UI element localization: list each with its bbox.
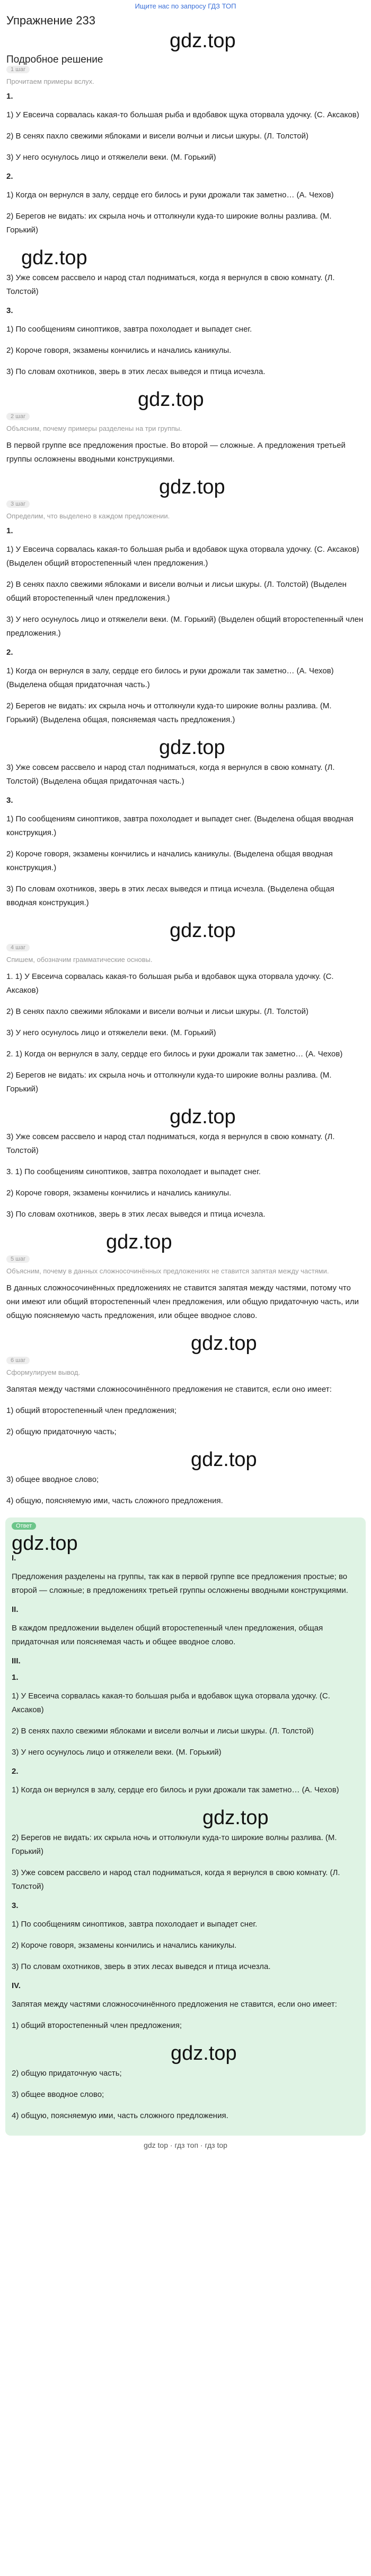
- watermark-text: gdz.top: [171, 2042, 237, 2065]
- text-line: 2) Короче говоря, экзамены кончились и начались каникулы. (Выделена общая вводная конструкция.): [6, 849, 333, 872]
- watermark-row: [12, 1530, 359, 1554]
- text-line: Запятая между частями сложносочинённого предложения не ставится, если оно имеет:: [12, 2000, 337, 2009]
- solution-step: [0, 1357, 371, 1508]
- step-header: [0, 66, 371, 77]
- watermark-text: gdz.top: [170, 920, 236, 942]
- watermark-row: [12, 2040, 359, 2067]
- text-line: 3) У него осунулось лицо и отяжелели веки. (М. Горький): [12, 1748, 222, 1757]
- solution-step: [0, 1255, 371, 1323]
- text-line: 2) Короче говоря, экзамены кончились и начались каникулы.: [6, 1189, 232, 1198]
- watermark-text: gdz.top: [191, 1332, 257, 1355]
- text-line: 3) общее вводное слово;: [12, 2090, 104, 2099]
- group-number: 1.: [12, 1673, 19, 1682]
- text-line: 1) Когда он вернулся в залу, сердце его билось и руки дрожали так заметно… (А. Чехов) (Выделена общая придаточная часть.): [6, 666, 334, 689]
- watermark-row: [0, 474, 371, 500]
- watermark-text: gdz.top: [106, 1231, 172, 1253]
- watermark-text: gdz.top: [159, 476, 225, 498]
- step-chip: 4 шаг: [6, 944, 30, 951]
- text-line: 2) Берегов не видать: их скрыла ночь и оттолкнули куда-то широкие волны разлива. (М. Горький): [12, 1833, 337, 1856]
- step-description: Объясним, почему примеры разделены на три группы.: [6, 424, 182, 432]
- step-chip: 3 шаг: [6, 500, 30, 508]
- group-number: 3.: [6, 796, 13, 805]
- text-line: 1) Когда он вернулся в залу, сердце его билось и руки дрожали так заметно… (А. Чехов): [6, 190, 334, 200]
- text-line: 1) По сообщениям синоптиков, завтра похолодает и выпадет снег. (Выделена общая вводная конструкция.): [6, 814, 354, 837]
- text-line: 1) У Евсеича сорвалась какая-то большая рыба и вдобавок щука оторвала удочку. (С. Аксаков): [6, 110, 359, 119]
- step-chip: 5 шаг: [6, 1255, 30, 1263]
- step-chip: 2 шаг: [6, 413, 30, 420]
- text-line: В каждом предложении выделен общий второстепенный член предложения, общая придаточная или поясняемая часть и общее вводное слово.: [12, 1624, 323, 1646]
- group-number: 2.: [6, 172, 13, 181]
- step-header: [0, 1357, 371, 1368]
- text-line: 3) У него осунулось лицо и отяжелели веки. (М. Горький): [6, 153, 216, 162]
- text-line: 1) общий второстепенный член предложения;: [12, 2021, 182, 2030]
- group-number: 3.: [12, 1901, 19, 1910]
- watermark-text: gdz.top: [159, 736, 225, 759]
- text-line: 1) общий второстепенный член предложения;: [6, 1406, 176, 1415]
- text-line: 2) Берегов не видать: их скрыла ночь и оттолкнули куда-то широкие волны разлива. (М. Горький) (Выделена общая, поясняемая часть предложения.): [6, 701, 332, 724]
- text-line: 2) В сенях пахло свежими яблоками и висели волчьи и лисьи шкуры. (Л. Толстой): [6, 132, 309, 141]
- text-line: 2) В сенях пахло свежими яблоками и висели волчьи и лисьи шкуры. (Л. Толстой) (Выделен общий второстепенный член предложения.): [6, 580, 347, 603]
- group-number: 1.: [6, 526, 13, 535]
- watermark-row: [0, 28, 371, 54]
- watermark-text: gdz.top: [170, 30, 236, 52]
- text-line: 2) общую придаточную часть;: [12, 2069, 122, 2078]
- step-description: Сформулируем вывод.: [6, 1368, 81, 1376]
- text-line: 2) В сенях пахло свежими яблоками и висели волчьи и лисьи шкуры. (Л. Толстой): [6, 1007, 309, 1016]
- text-line: 3) Уже совсем рассвело и народ стал подниматься, когда я вернулся в свою комнату. (Л. Толстой): [6, 273, 335, 296]
- watermark-row: [0, 1446, 371, 1473]
- text-line: 3) По словам охотников, зверь в этих лесах выведся и птица исчезла. (Выделена общая вводная конструкция.): [6, 884, 334, 907]
- text-line: Запятая между частями сложносочинённого предложения не ставится, если оно имеет:: [6, 1385, 332, 1394]
- text-line: В данных сложносочинённых предложениях не ставится запятая между частями, потому что они имеют или общий второстепенный член предложения, или общую придаточную часть, или общую поясняемую часть предложения, или общее вводное слово.: [6, 1283, 359, 1320]
- group-number: 2.: [6, 648, 13, 657]
- watermark-text: gdz.top: [202, 1807, 269, 1829]
- text-line: 3) У него осунулось лицо и отяжелели веки. (М. Горький): [6, 1028, 216, 1037]
- answer-box: [5, 1517, 366, 2136]
- watermark-row: [0, 386, 371, 413]
- step-header: [0, 500, 371, 512]
- text-line: 1) По сообщениям синоптиков, завтра похолодает и выпадет снег.: [12, 1920, 258, 1929]
- solution-step: [0, 500, 371, 910]
- group-number: 2.: [12, 1767, 19, 1776]
- group-number: 1.: [6, 92, 13, 101]
- group-number: III.: [12, 1656, 21, 1666]
- text-line: 2. 1) Когда он вернулся в залу, сердце его билось и руки дрожали так заметно… (А. Чехов): [6, 1050, 343, 1059]
- step-description: Спишем, обозначим грамматические основы.: [6, 956, 153, 964]
- step-chip: 6 шаг: [6, 1357, 30, 1364]
- text-line: 1) Когда он вернулся в залу, сердце его билось и руки дрожали так заметно… (А. Чехов): [12, 1785, 339, 1794]
- text-line: 3. 1) По сообщениям синоптиков, завтра похолодает и выпадет снег.: [6, 1167, 261, 1176]
- text-line: 3) Уже совсем рассвело и народ стал подниматься, когда я вернулся в свою комнату. (Л. Толстой) (Выделена общая придаточная часть.): [6, 763, 335, 786]
- solution-step: [0, 66, 371, 379]
- step-chip: 1 шаг: [6, 66, 30, 73]
- text-line: 1) По сообщениям синоптиков, завтра похолодает и выпадет снег.: [6, 325, 252, 334]
- footer: gdz top · гдз топ · гдз top: [144, 2141, 227, 2149]
- watermark-text: gdz.top: [170, 1106, 236, 1128]
- watermark-row: [0, 1229, 371, 1255]
- watermark-text: gdz.top: [191, 1449, 257, 1471]
- watermark-text: gdz.top: [12, 1532, 78, 1555]
- text-line: 3) По словам охотников, зверь в этих лесах выведся и птица исчезла.: [12, 1962, 271, 1971]
- text-line: 4) общую, поясняемую ими, часть сложного предложения.: [12, 2111, 228, 2120]
- watermark-row: [0, 1104, 371, 1130]
- text-line: 3) общее вводное слово;: [6, 1475, 99, 1484]
- text-line: 3) У него осунулось лицо и отяжелели веки. (М. Горький) (Выделен общий второстепенный член предложения.): [6, 615, 364, 638]
- steps-container: [0, 66, 371, 1508]
- group-number: 3.: [6, 306, 13, 315]
- solution-step: [0, 944, 371, 1221]
- group-number: II.: [12, 1605, 19, 1614]
- text-line: 3) Уже совсем рассвело и народ стал подниматься, когда я вернулся в свою комнату. (Л. Толстой): [6, 1132, 335, 1155]
- step-header: [0, 413, 371, 424]
- watermark-text: gdz.top: [21, 247, 87, 269]
- text-line: 2) Короче говоря, экзамены кончились и начались каникулы.: [6, 346, 232, 355]
- text-line: 1) У Евсеича сорвалась какая-то большая рыба и вдобавок щука оторвала удочку. (С. Аксаков) (Выделен общий второстепенный член предложения.): [6, 545, 359, 568]
- watermark-row: [0, 245, 371, 271]
- watermark-row: [0, 734, 371, 761]
- text-line: 2) Берегов не видать: их скрыла ночь и оттолкнули куда-то широкие волны разлива. (М. Горький): [6, 212, 332, 235]
- group-number: I.: [12, 1554, 16, 1563]
- solution-step: [0, 413, 371, 466]
- text-line: 1. 1) У Евсеича сорвалась какая-то большая рыба и вдобавок щука оторвала удочку. (С. Аксаков): [6, 972, 334, 995]
- footer-link-1[interactable]: gdz top: [144, 2141, 169, 2149]
- text-line: В первой группе все предложения простые. Во второй — сложные. А предложения третьей группы осложнены вводными конструкциями.: [6, 441, 346, 464]
- text-line: 1) У Евсеича сорвалась какая-то большая рыба и вдобавок щука оторвала удочку. (С. Аксаков): [12, 1692, 330, 1714]
- text-line: 3) Уже совсем рассвело и народ стал подниматься, когда я вернулся в свою комнату. (Л. Толстой): [12, 1868, 340, 1891]
- text-line: 2) В сенях пахло свежими яблоками и висели волчьи и лисьи шкуры. (Л. Толстой): [12, 1727, 314, 1736]
- watermark-row: [0, 917, 371, 944]
- text-line: 3) По словам охотников, зверь в этих лесах выведся и птица исчезла.: [6, 367, 266, 376]
- text-line: 2) общую придаточную часть;: [6, 1427, 117, 1436]
- step-header: [0, 944, 371, 956]
- top-link[interactable]: Ищите нас по запросу ГДЗ ТОП: [135, 2, 236, 10]
- text-line: 3) По словам охотников, зверь в этих лесах выведся и птица исчезла.: [6, 1210, 266, 1219]
- watermark-row: [0, 1330, 371, 1357]
- footer-link-2[interactable]: гдз топ: [174, 2141, 199, 2149]
- text-line: 2) Короче говоря, экзамены кончились и начались каникулы.: [12, 1941, 237, 1950]
- footer-link-3[interactable]: гдз top: [205, 2141, 227, 2149]
- watermark-row: [12, 1805, 359, 1831]
- text-line: 4) общую, поясняемую ими, часть сложного предложения.: [6, 1496, 223, 1505]
- step-description: Определим, что выделено в каждом предложении.: [6, 512, 170, 520]
- group-number: IV.: [12, 1981, 21, 1990]
- watermark-text: gdz.top: [138, 388, 204, 411]
- answer-chip: Ответ: [12, 1522, 36, 1530]
- text-line: 2) Берегов не видать: их скрыла ночь и оттолкнули куда-то широкие волны разлива. (М. Горький): [6, 1071, 332, 1094]
- step-header: [0, 1255, 371, 1267]
- answer-lines: [12, 1554, 359, 2123]
- text-line: Предложения разделены на группы, так как в первой группе все предложения простые; во второй — сложные; в предложениях третьей группы осложнены вводными конструкциями.: [12, 1572, 348, 1595]
- page-title: Упражнение 233: [6, 14, 95, 27]
- section-title: Подробное решение: [6, 54, 103, 65]
- step-description: Прочитаем примеры вслух.: [6, 77, 94, 85]
- step-description: Объясним, почему в данных сложносочинённых предложениях не ставится запятая между частями.: [6, 1267, 329, 1275]
